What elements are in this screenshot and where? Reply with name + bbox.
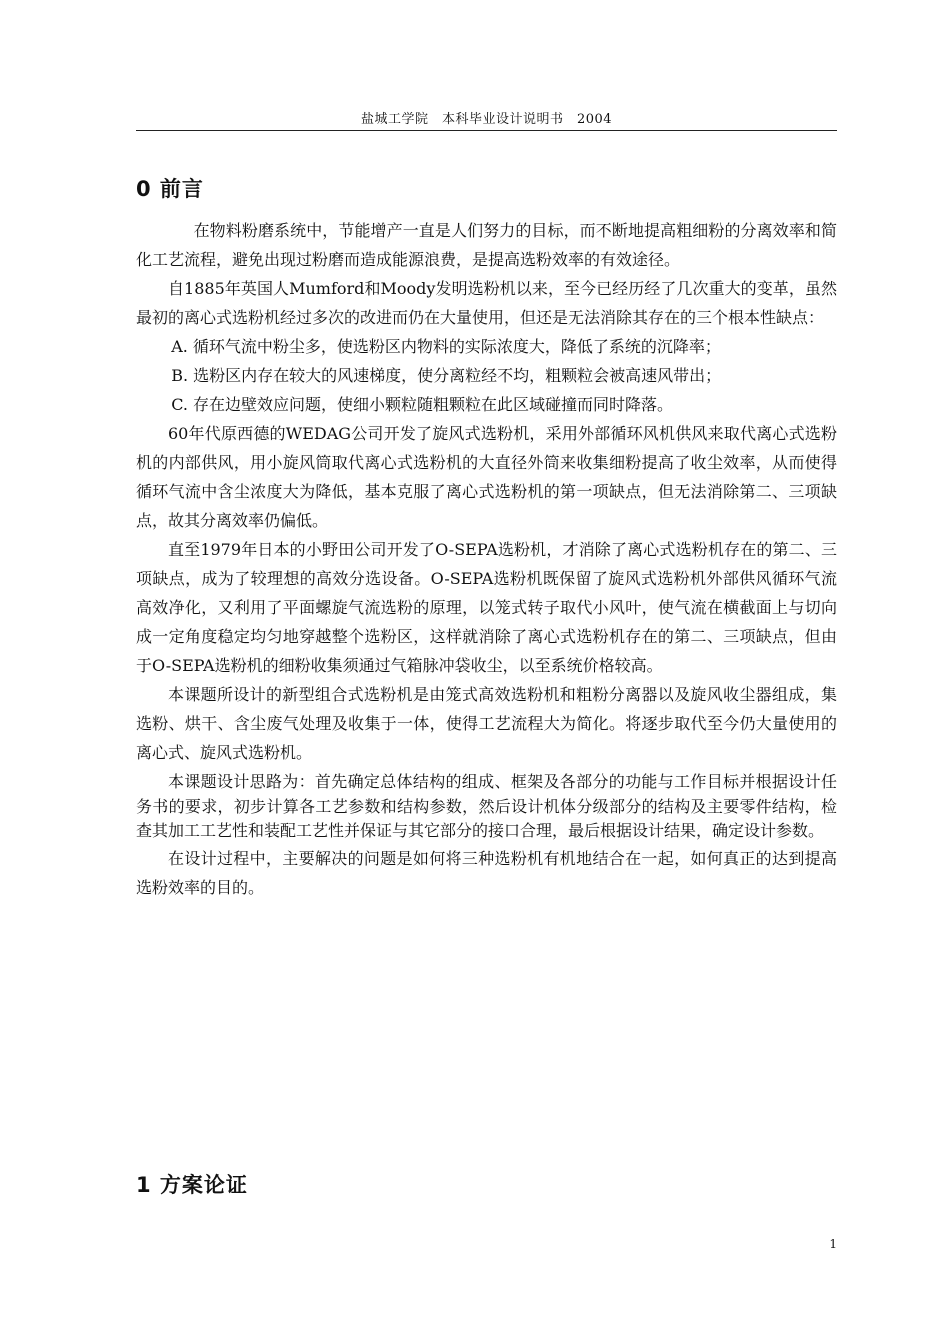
section-1-title: 1 方案论证 [136,1173,248,1197]
paragraph-3: 60年代原西德的WEDAG公司开发了旋风式选粉机，采用外部循环风机供风来取代离心式选粉机的内部供风，用小旋风筒取代离心式选粉机的大直径外筒来收集细粉提高了收尘效率，从而使得循环气流中含尘浓度大为降低，基本克服了离心式选粉机的第一项缺点，但无法消除第二、三项缺点，故其分离效率仍偏低。 [136,424,837,530]
list-item-a: A. 循环气流中粉尘多，使选粉区内物料的实际浓度大，降低了系统的沉降率； [171,337,721,356]
header-rule [136,130,837,131]
paragraph-1: 在物料粉磨系统中，节能增产一直是人们努力的目标，而不断地提高粗细粉的分离效率和简化工艺流程，避免出现过粉磨而造成能源浪费，是提高选粉效率的有效途径。 [136,221,837,269]
paragraph-2: 自1885年英国人Mumford和Moody发明选粉机以来，至今已经历经了几次重大的变革，虽然最初的离心式选粉机经过多次的改进而仍在大量使用，但还是无法消除其存在的三个根本性缺点： [136,279,837,327]
paragraph-7: 在设计过程中，主要解决的问题是如何将三种选粉机有机地结合在一起，如何真正的达到提高选粉效率的目的。 [136,848,837,897]
page-number: 1 [829,1237,837,1251]
paragraph-4: 直至1979年日本的小野田公司开发了O-SEPA选粉机，才消除了离心式选粉机存在的第二、三项缺点，成为了较理想的高效分选设备。O-SEPA选粉机既保留了旋风式选粉机外部供风循环气流高效净化，又利用了平面螺旋气流选粉的原理，以笼式转子取代小风叶，使气流在横截面上与切向成一定角度稳定均匀地穿越整个选粉区，这样就消除了离心式选粉机存在的第二、三项缺点，但由于O-SEPA选粉机的细粉收集须通过气箱脉冲袋收尘，以至系统价格较高。 [136,540,837,675]
paragraph-6: 本课题设计思路为：首先确定总体结构的组成、框架及各部分的功能与工作目标并根据设计任务书的要求，初步计算各工艺参数和结构参数，然后设计机体分级部分的结构及主要零件结构，检查其加工工艺性和装配工艺性并保证与其它部分的接口合理，最后根据设计结果，确定设计参数。 [136,772,837,840]
paragraph-5: 本课题所设计的新型组合式选粉机是由笼式高效选粉机和粗粉分离器以及旋风收尘器组成，集选粉、烘干、含尘废气处理及收集于一体，使得工艺流程大为简化。将逐步取代至今仍大量使用的离心式、旋风式选粉机。 [136,685,837,762]
page-header: 盐城工学院 本科毕业设计说明书 2004 [360,112,613,127]
section-0-title: 0 前言 [136,177,204,201]
list-item-c: C. 存在边壁效应问题，使细小颗粒随粗颗粒在此区域碰撞而同时降落。 [171,395,674,414]
list-item-b: B. 选粉区内存在较大的风速梯度，使分离粒经不均，粗颗粒会被高速风带出； [171,366,722,385]
section-0-body [136,216,837,902]
